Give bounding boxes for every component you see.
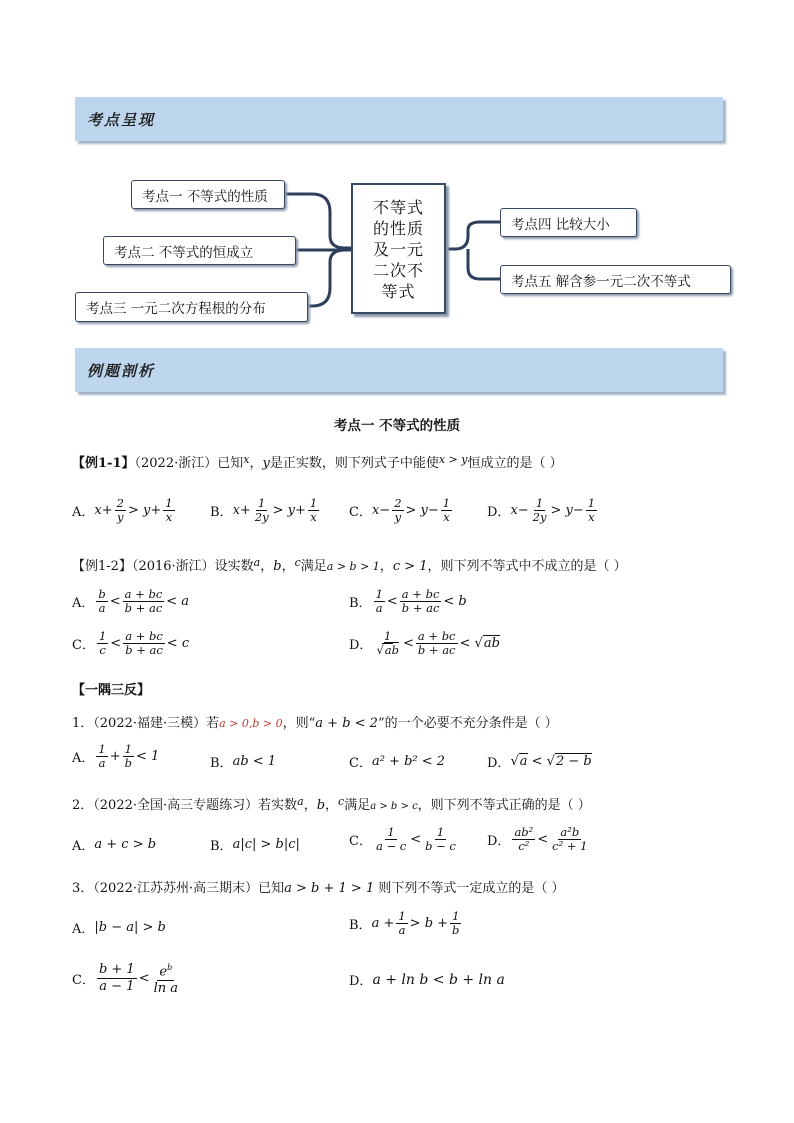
- stem-text: 则下列不等式一定成立的是（ ）: [378, 881, 565, 896]
- topic-heading: 考点一 不等式的性质: [333, 418, 461, 434]
- question-3-option-c[interactable]: [72, 960, 182, 997]
- math-inline: a + b < 2: [315, 716, 378, 731]
- option-label: A．: [72, 596, 95, 611]
- question-3-option-a[interactable]: [72, 918, 166, 937]
- question-2-option-d[interactable]: [487, 826, 592, 853]
- math-inline: a > b > 1: [326, 560, 380, 573]
- center-line-2: 的性质: [372, 219, 424, 238]
- example-tag: 【例1-2】: [72, 559, 132, 574]
- center-line-5: 等式: [381, 282, 416, 301]
- mindmap-node-label: 考点二 不等式的恒成立: [114, 244, 254, 261]
- stem-text: 是正实数，则下列式子中能使: [269, 456, 439, 471]
- stem-text: 2．（2022·全国·高三专题练习）若实数: [72, 798, 298, 813]
- mindmap-center-node: [351, 183, 446, 314]
- option-math: $\frac{1}{a}$ + $\frac{1}{b}$ < 1: [98, 742, 160, 770]
- math-var: b: [273, 559, 282, 574]
- option-label: C．: [349, 834, 372, 849]
- stem-text: ”的一个必要不充分条件是（ ）: [377, 716, 558, 731]
- option-label: A．: [72, 505, 95, 520]
- option-label: A．: [72, 922, 95, 937]
- option-label: B．: [349, 596, 372, 611]
- option-math: $\frac{1}{a}$ < $\frac{a + bc}{b + ac}$ < b: [375, 587, 467, 615]
- math-inline: a > 0,b > 0: [219, 717, 283, 730]
- mindmap-node-left-3: [75, 292, 308, 322]
- example-1-1-stem: 【例1-1】（2022·浙江）已知$^x$，y是正实数，则下列式子中能使$^{x > y}$恒成立的是（ ）: [72, 453, 563, 471]
- center-line-4: 二次不: [372, 261, 424, 280]
- mindmap-node-label: 考点四 比较大小: [511, 216, 610, 233]
- example-1-2-option-d[interactable]: [349, 630, 500, 657]
- math-inline: c > 1: [392, 559, 428, 574]
- stem-text: ，则下列不等式正确的是（ ）: [417, 798, 591, 813]
- practice-heading: 【一隅三反】: [72, 683, 151, 698]
- option-math: a² + b² < 2: [371, 754, 446, 769]
- section-title-1: 考点呈现: [87, 111, 156, 129]
- math-var: b: [316, 798, 326, 813]
- stem-text: 恒成立的是（ ）: [467, 456, 563, 471]
- option-math: a + $\frac{1}{a}$ > b + $\frac{1}{b}$: [371, 909, 460, 937]
- option-label: B．: [210, 505, 233, 520]
- question-1-option-b[interactable]: [210, 752, 276, 771]
- option-math: √a < √2 − b: [510, 754, 592, 769]
- option-label: C．: [349, 756, 372, 771]
- option-math: $\frac{\text{ab²}}{\text{c²}}$ < $\frac{\text{a²b}}{\text{c² + 1}}$: [514, 825, 588, 853]
- mindmap-node-right-1: [500, 208, 637, 237]
- math-var: a: [253, 556, 261, 569]
- stem-text: 1．（2022·福建·三模）若: [72, 716, 220, 731]
- option-math: x+ $\frac{1}{2y}$ > y+ $\frac{1}{x}$: [232, 496, 318, 524]
- option-math: |b − a| > b: [94, 920, 166, 935]
- math-inline: x > y: [438, 453, 468, 466]
- option-math: $\frac{1}{a - c}$ < $\frac{1}{b - c}$: [375, 825, 456, 853]
- question-3-option-d[interactable]: [349, 970, 505, 989]
- example-1-2-option-a[interactable]: [72, 588, 189, 615]
- option-math: ab < 1: [232, 754, 277, 769]
- option-math: $\frac{1}{c}$ < $\frac{a + bc}{b + ac}$ < c: [98, 629, 190, 657]
- mindmap-node-left-2: [103, 236, 296, 265]
- question-1-stem: [72, 712, 558, 731]
- example-1-1-option-c[interactable]: [349, 497, 454, 524]
- example-1-2-option-c[interactable]: [72, 630, 189, 657]
- center-line-3: 及一元: [372, 240, 424, 259]
- question-1-option-d[interactable]: [487, 752, 592, 771]
- option-label: D．: [487, 834, 511, 849]
- example-1-1-option-b[interactable]: [210, 497, 321, 524]
- math-var: c: [294, 556, 301, 569]
- option-label: A．: [72, 839, 95, 854]
- option-label: D．: [487, 505, 511, 520]
- math-inline: a > b + 1 > 1: [284, 881, 379, 896]
- option-label: D．: [349, 638, 373, 653]
- option-label: C．: [72, 973, 95, 989]
- mindmap-node-label: 考点三 一元二次方程根的分布: [86, 301, 266, 317]
- option-math: $\frac{b}{a}$ < $\frac{a + bc}{b + ac}$ < a: [98, 587, 190, 615]
- question-3-option-b[interactable]: [349, 910, 463, 937]
- question-3-stem: [72, 877, 564, 896]
- stem-text: （2016·浙江）设实数: [131, 559, 254, 574]
- question-1-option-a[interactable]: [72, 743, 159, 770]
- option-label: A．: [72, 751, 95, 766]
- stem-text: ，则“: [282, 716, 316, 731]
- section-title-2: 例题剖析: [87, 362, 156, 380]
- question-1-option-c[interactable]: [349, 752, 445, 771]
- option-math: $\frac{b + 1}{a - 1}$ < $\frac{e^b}{\text{ln a}}$: [95, 960, 182, 997]
- option-math: a|c| > b|c|: [232, 837, 300, 852]
- option-math: a + ln b < b + ln a: [372, 971, 505, 988]
- math-var: x: [243, 453, 250, 466]
- example-1-1-option-a[interactable]: [72, 497, 177, 524]
- stem-text: ，则下列不等式中不成立的是（ ）: [427, 559, 627, 574]
- question-2-option-b[interactable]: [210, 835, 300, 854]
- option-label: D．: [487, 756, 511, 771]
- math-inline: a > b > c: [370, 801, 418, 812]
- question-2-option-c[interactable]: [349, 826, 460, 853]
- option-math: x− $\frac{2}{y}$ > y− $\frac{1}{x}$: [371, 496, 451, 524]
- option-math: x+ $\frac{2}{y}$ > y+ $\frac{1}{x}$: [94, 496, 173, 524]
- option-label: C．: [349, 505, 372, 520]
- example-tag: 【例1-1】: [72, 456, 135, 471]
- section-banner-2: [75, 348, 723, 392]
- mindmap-node-label: 考点五 解含参一元二次不等式: [511, 273, 691, 290]
- option-label: D．: [349, 974, 373, 989]
- math-var: a: [297, 795, 304, 808]
- example-1-2-option-b[interactable]: [349, 588, 467, 615]
- stem-text: 满足: [344, 798, 371, 813]
- option-label: C．: [72, 638, 95, 653]
- option-math: x− $\frac{1}{2y}$ > y− $\frac{1}{x}$: [510, 496, 596, 524]
- question-2-option-a[interactable]: [72, 835, 156, 854]
- option-math: a + c > b: [94, 837, 157, 852]
- center-line-1: 不等式: [372, 198, 424, 217]
- stem-text: （2022·浙江）已知: [134, 456, 244, 471]
- example-1-1-option-d[interactable]: [487, 497, 599, 524]
- option-math: $\frac{1}{√ab}$ < $\frac{a + bc}{b + ac}$ < √ab: [376, 629, 500, 657]
- mindmap-node-label: 考点一 不等式的性质: [142, 188, 268, 205]
- stem-text: 3．（2022·江苏苏州·高三期末）已知: [72, 881, 285, 896]
- math-var: y: [262, 456, 270, 471]
- example-1-2-stem: 【例1-2】（2016·浙江）设实数$^a$，b，$^c$满足a > b > 1，c > 1，则下列不等式中不成立的是（ ）: [72, 556, 627, 574]
- math-var: c: [338, 795, 345, 808]
- mindmap-node-right-2: [500, 265, 731, 294]
- stem-text: 满足: [300, 559, 327, 574]
- question-2-stem: 2．（2022·全国·高三专题练习）若实数$^a$，b，$^c$满足a > b > c，则下列不等式正确的是（ ）: [72, 795, 591, 813]
- option-label: B．: [210, 756, 233, 771]
- option-label: B．: [349, 918, 372, 933]
- mindmap-node-left-1: [131, 180, 285, 209]
- option-label: B．: [210, 839, 233, 854]
